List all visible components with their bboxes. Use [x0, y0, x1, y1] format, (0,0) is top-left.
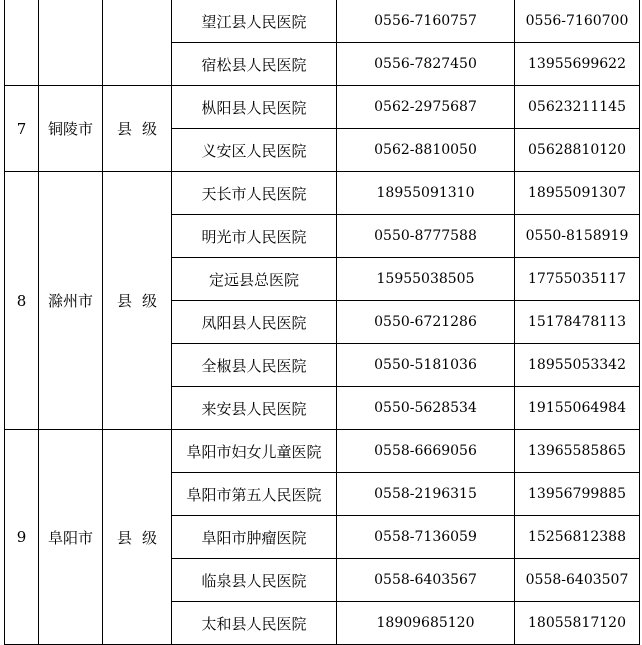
table-row [5, 0, 640, 43]
phone-secondary-cell: 0558-6403507 [515, 559, 640, 602]
hospital-name-cell: 阜阳市第五人民医院 [172, 473, 337, 516]
city-cell: 滁州市 [39, 172, 103, 430]
phone-primary-cell: 0558-2196315 [337, 473, 515, 516]
phone-primary-cell: 0562-8810050 [337, 129, 515, 172]
table-row [5, 430, 640, 473]
table-body [5, 0, 640, 645]
hospital-name-cell: 望江县人民医院 [172, 0, 337, 43]
phone-primary-cell: 0558-7136059 [337, 516, 515, 559]
table-row [5, 86, 640, 129]
phone-primary-cell: 0562-2975687 [337, 86, 515, 129]
hospital-name-cell: 全椒县人民医院 [172, 344, 337, 387]
phone-primary-cell: 0550-8777588 [337, 215, 515, 258]
hospital-name-cell: 凤阳县人民医院 [172, 301, 337, 344]
table-row [5, 172, 640, 215]
city-cell [39, 0, 103, 86]
phone-secondary-cell: 0550-8158919 [515, 215, 640, 258]
phone-secondary-cell: 15178478113 [515, 301, 640, 344]
phone-primary-cell: 0550-6721286 [337, 301, 515, 344]
phone-secondary-cell: 05623211145 [515, 86, 640, 129]
phone-secondary-cell: 17755035117 [515, 258, 640, 301]
phone-primary-cell: 0558-6403567 [337, 559, 515, 602]
row-number-cell: 9 [5, 430, 39, 645]
phone-secondary-cell: 18955053342 [515, 344, 640, 387]
phone-secondary-cell: 18955091307 [515, 172, 640, 215]
level-cell [103, 0, 172, 86]
phone-secondary-cell: 15256812388 [515, 516, 640, 559]
phone-primary-cell: 18955091310 [337, 172, 515, 215]
row-number-cell: 7 [5, 86, 39, 172]
phone-primary-cell: 18909685120 [337, 602, 515, 645]
hospital-name-cell: 来安县人民医院 [172, 387, 337, 430]
phone-primary-cell: 0558-6669056 [337, 430, 515, 473]
city-cell: 阜阳市 [39, 430, 103, 645]
hospital-name-cell: 太和县人民医院 [172, 602, 337, 645]
hospital-name-cell: 明光市人民医院 [172, 215, 337, 258]
phone-primary-cell: 0550-5181036 [337, 344, 515, 387]
phone-primary-cell: 15955038505 [337, 258, 515, 301]
phone-primary-cell: 0556-7160757 [337, 0, 515, 43]
level-cell: 县级 [103, 172, 172, 430]
phone-secondary-cell: 19155064984 [515, 387, 640, 430]
phone-secondary-cell: 0556-7160700 [515, 0, 640, 43]
hospital-name-cell: 义安区人民医院 [172, 129, 337, 172]
row-number-cell [5, 0, 39, 86]
phone-secondary-cell: 13956799885 [515, 473, 640, 516]
phone-secondary-cell: 13955699622 [515, 43, 640, 86]
level-cell: 县级 [103, 430, 172, 645]
phone-secondary-cell: 18055817120 [515, 602, 640, 645]
hospital-name-cell: 宿松县人民医院 [172, 43, 337, 86]
hospital-name-cell: 枞阳县人民医院 [172, 86, 337, 129]
phone-secondary-cell: 13965585865 [515, 430, 640, 473]
city-cell: 铜陵市 [39, 86, 103, 172]
hospital-contact-table [4, 0, 640, 645]
phone-secondary-cell: 05628810120 [515, 129, 640, 172]
level-cell: 县级 [103, 86, 172, 172]
hospital-name-cell: 定远县总医院 [172, 258, 337, 301]
hospital-name-cell: 天长市人民医院 [172, 172, 337, 215]
hospital-name-cell: 阜阳市妇女儿童医院 [172, 430, 337, 473]
row-number-cell: 8 [5, 172, 39, 430]
hospital-name-cell: 临泉县人民医院 [172, 559, 337, 602]
phone-primary-cell: 0550-5628534 [337, 387, 515, 430]
phone-primary-cell: 0556-7827450 [337, 43, 515, 86]
hospital-name-cell: 阜阳市肿瘤医院 [172, 516, 337, 559]
